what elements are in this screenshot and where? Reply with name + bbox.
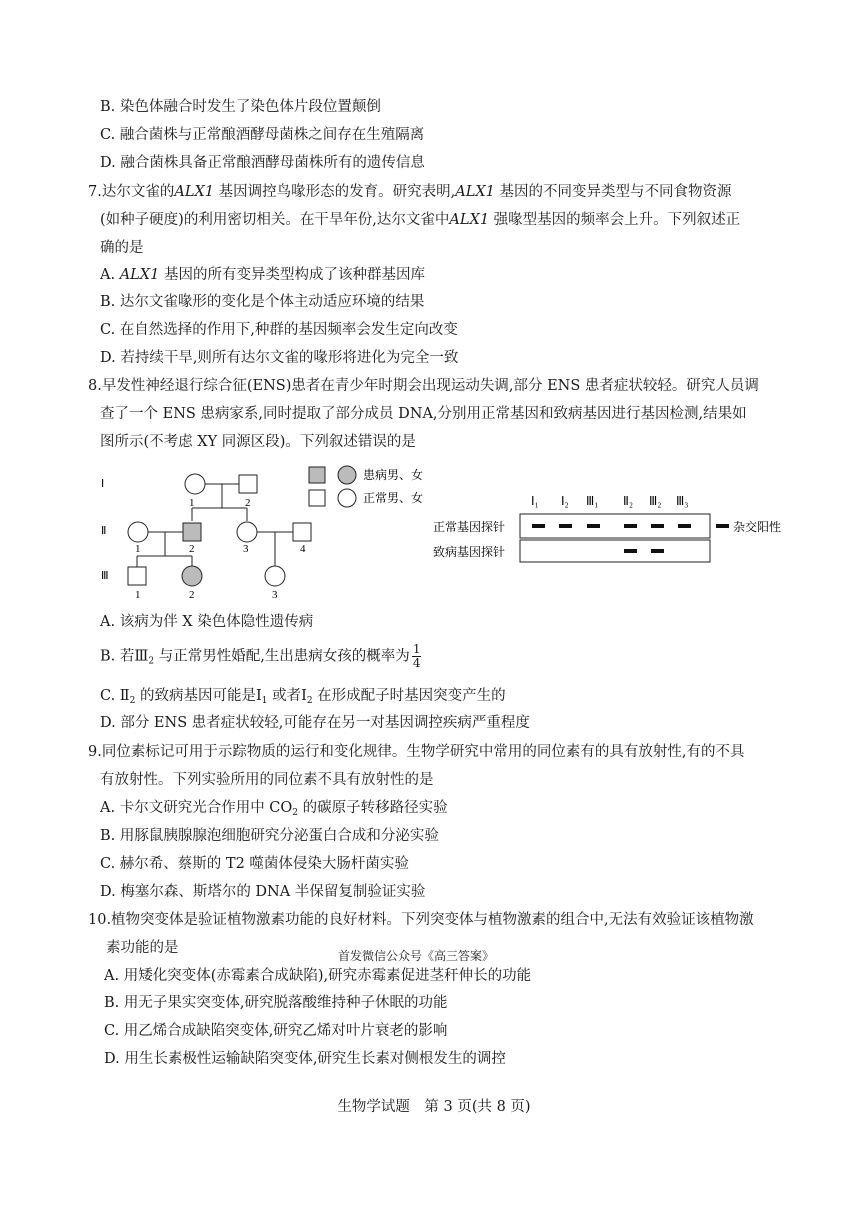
- q7-option-d: D. 若持续干旱,则所有达尔文雀的喙形将进化为完全一致: [100, 350, 459, 366]
- q7-option-b: B. 达尔文雀喙形的变化是个体主动适应环境的结果: [100, 294, 425, 310]
- legend-affected-female-icon: [338, 466, 356, 484]
- II1-normal-female: [128, 522, 148, 542]
- probe-header-4: Ⅱ₂: [623, 494, 634, 508]
- q7-stem-line2: (如种子硬度)的利用密切相关。在干旱年份,达尔文雀中ALX1 强喙型基因的频率会上升。下列叙述正: [100, 212, 741, 228]
- legend-normal-female-icon: [338, 489, 356, 507]
- q10-option-c: C. 用乙烯合成缺陷突变体,研究乙烯对叶片衰老的影响: [104, 1023, 448, 1039]
- svg-text:4: 4: [300, 543, 306, 555]
- probe-disease-label: 致病基因探针: [433, 545, 506, 559]
- hybrid-legend-label: 杂交阳性: [733, 520, 782, 534]
- gen-label-I: Ⅰ: [101, 478, 105, 490]
- legend-normal-male-icon: [309, 490, 325, 506]
- q8-stem-line2: 查了一个 ENS 患病家系,同时提取了部分成员 DNA,分别用正常基因和致病基因进行基因检测,结果如: [100, 406, 747, 422]
- q8-option-a: A. 该病为伴 X 染色体隐性遗传病: [100, 614, 314, 630]
- q10-stem-line2: 素功能的是: [106, 940, 179, 956]
- probe-header-3: Ⅲ₁: [586, 494, 599, 508]
- probe-header-6: Ⅲ₃: [676, 494, 689, 508]
- svg-text:2: 2: [245, 497, 251, 509]
- q6-option-c: C. 融合菌株与正常酿酒酵母菌株之间存在生殖隔离: [100, 127, 425, 143]
- svg-text:1: 1: [135, 589, 141, 600]
- q9-option-b: B. 用豚鼠胰腺腺泡细胞研究分泌蛋白合成和分泌实验: [100, 828, 439, 844]
- q10-option-b: B. 用无子果实突变体,研究脱落酸维持种子休眠的功能: [104, 995, 448, 1011]
- q10-stem-line1: 10.植物突变体是验证植物激素功能的良好材料。下列突变体与植物激素的组合中,无法有效验证该植物激: [88, 912, 754, 928]
- svg-text:2: 2: [189, 543, 195, 555]
- page-footer: 生物学试题 第 3 页(共 8 页): [337, 1099, 531, 1115]
- q10-option-a: A. 用矮化突变体(赤霉素合成缺陷),研究赤霉素促进茎秆伸长的功能: [104, 968, 532, 984]
- I1-normal-female: [185, 474, 205, 494]
- pedigree-diagram: [95, 460, 440, 600]
- legend-affected-label: 患病男、女: [363, 468, 424, 482]
- q6-option-b: B. 染色体融合时发生了染色体片段位置颠倒: [100, 99, 381, 115]
- q7-option-c: C. 在自然选择的作用下,种群的基因频率会发生定向改变: [100, 322, 458, 338]
- probe-header-2: Ⅰ₂: [561, 494, 569, 508]
- III2-affected-female: [182, 566, 202, 586]
- q7-stem-line1: 7.达尔文雀的ALX1 基因调控鸟喙形态的发育。研究表明,ALX1 基因的不同变异类型与不同食物资源: [88, 184, 732, 200]
- I2-normal-male: [239, 475, 257, 493]
- q8-stem-line1: 8.早发性神经退行综合征(ENS)患者在青少年时期会出现运动失调,部分 ENS 患者症状较轻。研究人员调: [88, 378, 759, 394]
- probe-normal-label: 正常基因探针: [433, 520, 506, 534]
- q9-option-a: A. 卡尔文研究光合作用中 $CO_2$ 的碳原子转移路径实验: [100, 800, 448, 818]
- svg-text:2: 2: [189, 589, 195, 600]
- q7-stem-line3: 确的是: [100, 240, 144, 256]
- svg-text:3: 3: [272, 589, 278, 600]
- III3-normal-female: [265, 566, 285, 586]
- watermark-text: 首发微信公众号《高三答案》: [338, 949, 495, 963]
- legend-normal-label: 正常男、女: [363, 491, 424, 505]
- q10-option-d: D. 用生长素极性运输缺陷突变体,研究生长素对侧根发生的调控: [104, 1051, 506, 1067]
- probe-header-1: Ⅰ₁: [531, 494, 539, 508]
- II3-normal-female: [237, 522, 257, 542]
- hybrid-legend-mark: [716, 524, 729, 528]
- fraction-one-quarter: $\frac{1}{4}$: [412, 642, 421, 670]
- q8-stem-line3: 图所示(不考虑 XY 同源区段)。下列叙述错误的是: [100, 434, 416, 450]
- q8-option-d: D. 部分 ENS 患者症状较轻,可能存在另一对基因调控疾病严重程度: [100, 715, 530, 731]
- q7-option-a: A. ALX1 基因的所有变异类型构成了该种群基因库: [100, 267, 425, 283]
- II2-affected-male: [183, 523, 201, 541]
- gen-label-III: Ⅲ: [101, 570, 109, 582]
- III1-normal-male: [128, 567, 146, 585]
- II4-normal-male: [293, 523, 311, 541]
- probe-hybridization-figure: [425, 490, 795, 570]
- probe-header-5: Ⅲ₂: [649, 494, 662, 508]
- svg-text:3: 3: [243, 543, 249, 555]
- q9-stem-line1: 9.同位素标记可用于示踪物质的运行和变化规律。生物学研究中常用的同位素有的具有放射性,有的不具: [88, 744, 745, 760]
- legend-affected-male-icon: [309, 467, 325, 483]
- q9-option-d: D. 梅塞尔森、斯塔尔的 DNA 半保留复制验证实验: [100, 884, 426, 900]
- q6-option-d: D. 融合菌株具备正常酿酒酵母菌株所有的遗传信息: [100, 155, 425, 171]
- q8-option-c: C. $Ⅱ_2$ 的致病基因可能是$Ⅰ_1$ 或者$Ⅰ_2$ 在形成配子时基因突变产生的: [100, 688, 506, 706]
- svg-text:1: 1: [189, 497, 195, 509]
- q9-option-c: C. 赫尔希、蔡斯的 T2 噬菌体侵染大肠杆菌实验: [100, 856, 409, 872]
- q8-option-b: B. 若$Ⅲ_2$ 与正常男性婚配,生出患病女孩的概率为 $\frac{1}{4}$: [100, 642, 421, 670]
- gen-label-II: Ⅱ: [101, 525, 107, 537]
- svg-text:1: 1: [135, 543, 141, 555]
- q9-stem-line2: 有放射性。下列实验所用的同位素不具有放射性的是: [100, 772, 434, 788]
